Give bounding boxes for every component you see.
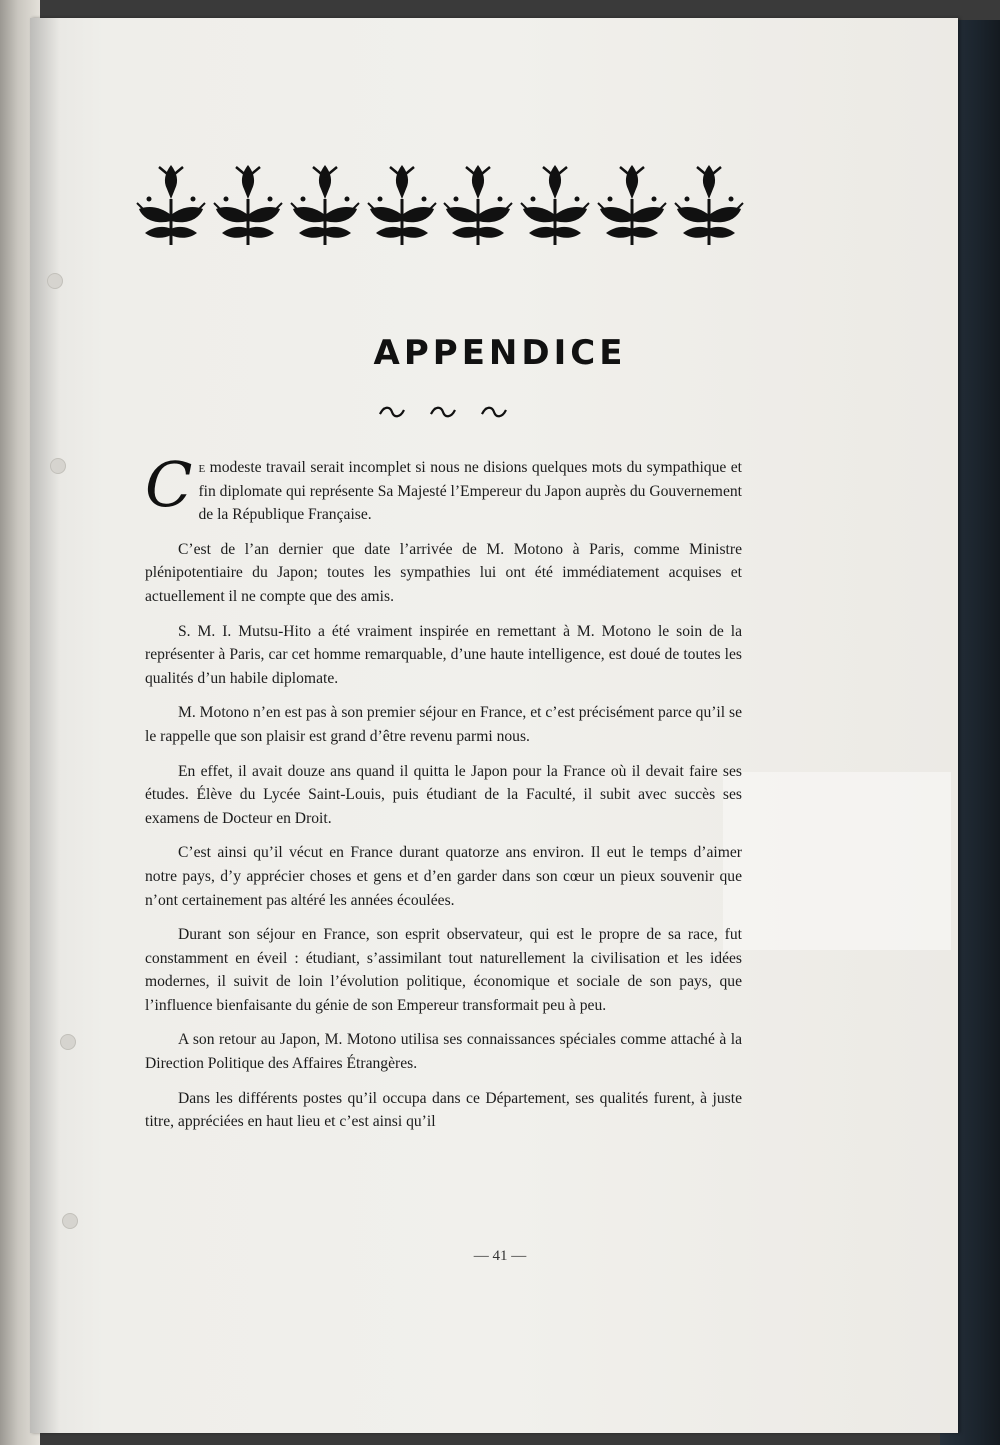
- punch-hole: [50, 458, 66, 474]
- paragraph: Durant son séjour en France, son esprit observateur, qui est le propre de sa race, fut constamment en éveil : étudiant, s’assimilant tout naturellement la civilisation et les idées modernes, il suivit de loin l’évolution politique, économique et sociale de son pays, que l’influence bienfaisante du génie de son Empereur transformait peu à peu.: [145, 926, 742, 1014]
- flower-ornament-icon: [596, 159, 668, 247]
- page-title: APPENDICE: [373, 333, 627, 373]
- swirl-divider-icon: [378, 404, 406, 420]
- flower-ornament-icon: [212, 159, 284, 247]
- flower-ornament-icon: [519, 159, 591, 247]
- paragraph: C’est de l’an dernier que date l’arrivée de M. Motono à Paris, comme Ministre plénipotentiaire du Japon; toutes les sympathies lui ont été immédiatement acquises et actuellement il ne compte que des amis.: [145, 540, 742, 605]
- punch-hole: [47, 273, 63, 289]
- paragraph: A son retour au Japon, M. Motono utilisa ses connaissances spéciales comme attaché à la Direction Politique des Affaires Étrangères.: [145, 1031, 742, 1073]
- small-caps-text: e: [198, 459, 206, 476]
- paragraph-text: modeste travail serait incomplet si nous ne disions quelques mots du sympathique et fin diplomate qui représente Sa Majesté l’Empereur du Japon auprès du Gouvernement de la République Française.: [198, 459, 742, 524]
- swirl-divider-icon: [480, 404, 508, 420]
- punch-hole: [62, 1213, 78, 1229]
- paragraph: [145, 448, 742, 527]
- flower-ornament-icon: [442, 159, 514, 247]
- flower-ornament-icon: [366, 159, 438, 247]
- paragraph: En effet, il avait douze ans quand il quitta le Japon pour la France où il devait faire ses études. Élève du Lycée Saint-Louis, puis étudiant de la Faculté, il subit avec succès ses examens de Docteur en Droit.: [145, 762, 742, 827]
- swirl-divider-icon: [429, 404, 457, 420]
- paragraph: Dans les différents postes qu’il occupa dans ce Département, ses qualités furent, à juste titre, appréciées en haut lieu et c’est ainsi qu’il: [145, 1089, 742, 1131]
- paragraph: M. Motono n’en est pas à son premier séjour en France, et c’est précisément parce qu’il se le rappelle que son plaisir est grand d’être revenu parmi nous.: [145, 704, 742, 745]
- drop-cap: C: [145, 448, 193, 521]
- body-text: [145, 448, 742, 1145]
- paragraph: C’est ainsi qu’il vécut en France durant quatorze ans environ. Il eut le temps d’aimer notre pays, d’y apprécier choses et gens et d’en garder dans son cœur un pieux souvenir que n’ont certainement pas altéré les années écoulées.: [145, 844, 742, 909]
- flower-ornament-icon: [673, 159, 745, 247]
- title-divider: [378, 404, 508, 424]
- page-number: — 41 —: [473, 1248, 527, 1264]
- flower-ornament-icon: [135, 159, 207, 247]
- gutter-shadow: [30, 18, 60, 1433]
- paragraph: S. M. I. Mutsu-Hito a été vraiment inspirée en remettant à M. Motono le soin de la représenter à Paris, car cet homme remarquable, d’une haute intelligence, est doué de toutes les qualités d’un habile diplomate.: [145, 622, 742, 687]
- punch-hole: [60, 1034, 76, 1050]
- header-ornament: [135, 158, 745, 248]
- flower-ornament-icon: [289, 159, 361, 247]
- paper-fragment: [723, 772, 951, 950]
